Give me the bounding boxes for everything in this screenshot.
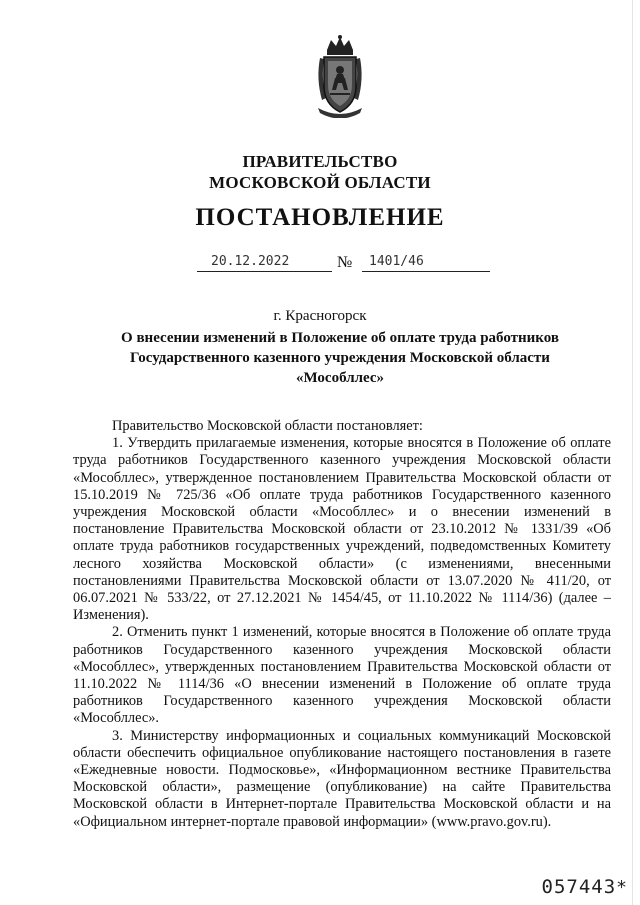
number-underline bbox=[362, 271, 490, 272]
org-name-line1: ПРАВИТЕЛЬСТВО bbox=[242, 152, 398, 171]
serial-mark: * bbox=[616, 877, 628, 898]
document-type: ПОСТАНОВЛЕНИЕ bbox=[195, 204, 445, 231]
serial-number: 057443 bbox=[541, 876, 617, 898]
paragraph-1: 1. Утвердить прилагаемые изменения, которые вносятся в Положение об оплате труда работников Государственного казенного учреждения Московской области «Мособллес», утвержденное постановлением Правительства Московской области от 15.10.2019 № 725/36 «Об оплате труда работников Государственного казенного учреждения Московской области «Мособллес» и о внесении изменений в постановление Правительства Московской области от 23.10.2012 № 1331/39 «Об оплате труда работников государственных учреждений, подведомственных Комитету лесного хозяйства Московской области» (с изменениями, внесенными постановлениями Правительства Московской области от 13.07.2020 № 411/20, от 06.07.2021 № 533/22, от 27.12.2021 № 1454/45, от 11.10.2022 № 1114/36) (далее – Изменения). bbox=[73, 435, 611, 624]
document-body bbox=[73, 418, 611, 831]
page-edge-line bbox=[632, 0, 633, 905]
intro-paragraph: Правительство Московской области постановляет: bbox=[112, 418, 423, 434]
city: г. Красногорск bbox=[273, 308, 367, 324]
paragraph-2: 2. Отменить пункт 1 изменений, которые вносятся в Положение об оплате труда работников Государственного казенного учреждения Московской области «Мособллес», утвержденных постановлением Правительства Московской области от 11.10.2022 № 1114/36 «О внесении изменений в Положение об оплате труда работников Государственного казенного учреждения Московской области «Мособллес». bbox=[73, 624, 611, 727]
number-sign: № bbox=[337, 254, 353, 271]
date-number-line bbox=[197, 254, 497, 276]
document-title: О внесении изменений в Положение об оплате труда работников Государственного казенного учреждения Московской области «Мособллес» bbox=[121, 330, 559, 386]
coat-of-arms-icon bbox=[310, 34, 370, 118]
document-date: 20.12.2022 bbox=[211, 254, 290, 269]
date-underline bbox=[197, 271, 332, 272]
document-number: 1401/46 bbox=[369, 254, 424, 269]
serial-stamp bbox=[542, 876, 628, 898]
paragraph-3: 3. Министерству информационных и социальных коммуникаций Московской области обеспечить официальное опубликование настоящего постановления в газете «Ежедневные новости. Подмосковье», «Информационном вестнике Правительства Московской области», размещение (опубликование) на сайте Правительства Московской области в Интернет-портале Правительства Московской области и на «Официальном интернет-портале правовой информации» (www.pravo.gov.ru). bbox=[73, 727, 611, 830]
org-name-line2: МОСКОВСКОЙ ОБЛАСТИ bbox=[209, 173, 431, 192]
